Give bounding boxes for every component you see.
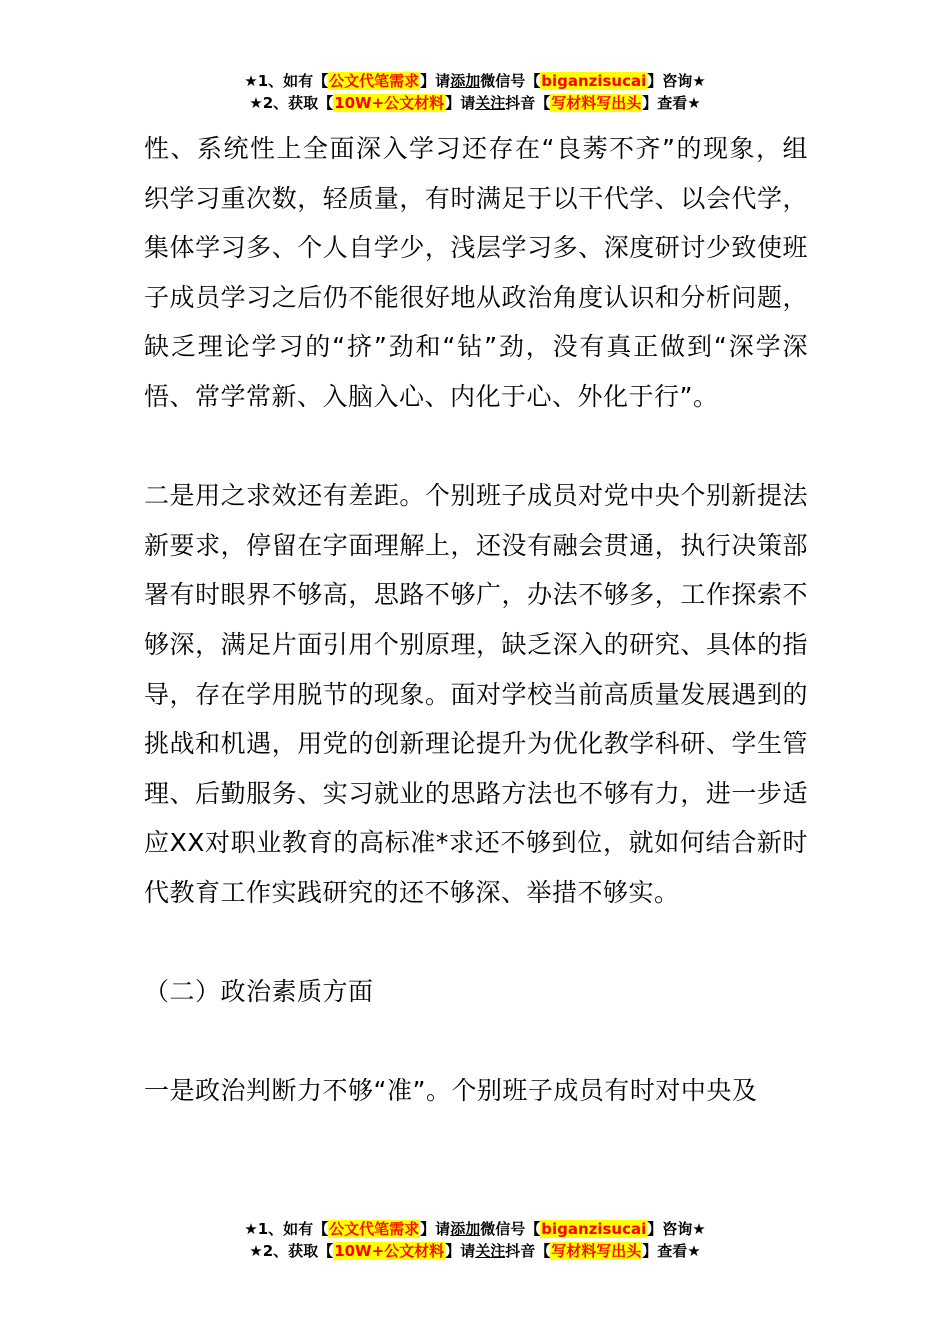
banner-line-2 <box>0 92 950 114</box>
paragraph-spacer <box>144 1017 808 1067</box>
banner-text: 】咨询★ <box>647 1220 706 1238</box>
paragraph-2: 二是用之求效还有差距。个别班子成员对党中央个别新提法新要求，停留在字面理解上，还没有融会贯通，执行决策部署有时眼界不够高，思路不够广，办法不够多，工作探索不够深，满足片面引用个别原理，缺乏深入的研究、具体的指导，存在学用脱节的现象。面对学校当前高质量发展遇到的挑战和机遇，用党的创新理论提升为优化教学科研、学生管理、后勤服务、实习就业的思路方法也不够有力，进一步适应XX对职业教育的高标准*求还不够到位，就如何结合新时代教育工作实践研究的还不够深、举措不够实。 <box>144 481 808 907</box>
highlight-text: 公文代笔需求 <box>329 72 420 90</box>
banner-text: ★1、如有【 <box>244 72 329 90</box>
banner-text: 】请 <box>420 1220 451 1238</box>
footer-banner <box>0 1218 950 1262</box>
highlight-text: 10W+公文材料 <box>334 1242 445 1260</box>
douyin-highlight: 写材料写出头 <box>551 1242 642 1260</box>
document-body <box>144 124 808 1116</box>
banner-line-1 <box>0 1218 950 1240</box>
wechat-id-highlight: biganzisucai <box>541 1220 647 1238</box>
header-banner <box>0 70 950 114</box>
banner-text: 】请 <box>445 94 476 112</box>
banner-text: 添加 <box>450 1220 481 1238</box>
banner-text: 】查看★ <box>642 1242 701 1260</box>
banner-text: 微信号【 <box>480 1220 541 1238</box>
banner-line-1 <box>0 70 950 92</box>
paragraph-spacer <box>144 422 808 472</box>
banner-text: ★2、获取【 <box>249 1242 334 1260</box>
wechat-id-highlight: biganzisucai <box>541 72 647 90</box>
banner-text: 】咨询★ <box>647 72 706 90</box>
banner-text: 抖音【 <box>505 94 551 112</box>
banner-line-2 <box>0 1240 950 1262</box>
paragraph-1: 性、系统性上全面深入学习还存在“良莠不齐”的现象，组织学习重次数，轻质量，有时满足于以干代学、以会代学，集体学习多、个人自学少，浅层学习多、深度研讨少致使班子成员学习之后仍不能很好地从政治角度认识和分析问题，缺乏理论学习的“挤”劲和“钻”劲，没有真正做到“深学深悟、常学常新、入脑入心、内化于心、外化于行”。 <box>144 134 808 411</box>
banner-text: 添加 <box>450 72 481 90</box>
banner-text: 】请 <box>420 72 451 90</box>
banner-text: 抖音【 <box>505 1242 551 1260</box>
banner-text: 关注 <box>475 94 506 112</box>
highlight-text: 公文代笔需求 <box>329 1220 420 1238</box>
section-heading: （二）政治素质方面 <box>144 977 374 1007</box>
banner-text: 】查看★ <box>642 94 701 112</box>
banner-text: 微信号【 <box>480 72 541 90</box>
banner-text: ★2、获取【 <box>249 94 334 112</box>
banner-text: ★1、如有【 <box>244 1220 329 1238</box>
highlight-text: 10W+公文材料 <box>334 94 445 112</box>
banner-text: 关注 <box>475 1242 506 1260</box>
banner-text: 】请 <box>445 1242 476 1260</box>
douyin-highlight: 写材料写出头 <box>551 94 642 112</box>
paragraph-3: 一是政治判断力不够“准”。个别班子成员有时对中央及 <box>144 1076 758 1106</box>
paragraph-spacer <box>144 918 808 968</box>
